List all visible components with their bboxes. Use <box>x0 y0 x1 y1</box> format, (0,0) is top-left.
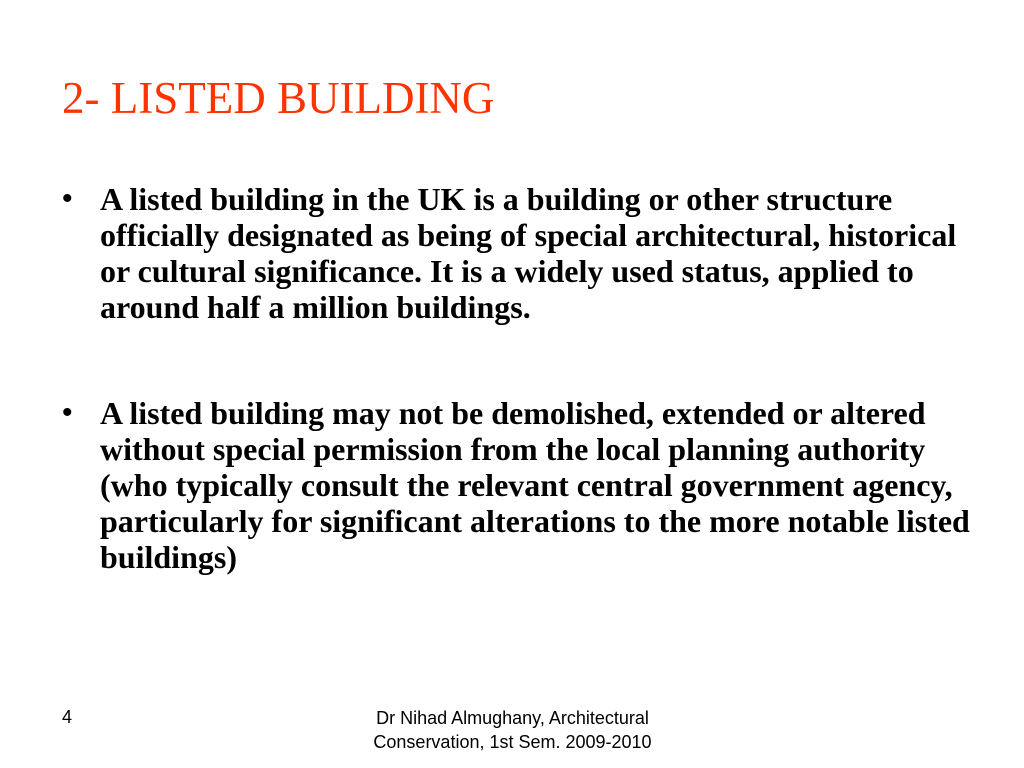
bullet-text: A listed building may not be demolished, extended or altered without special permission from the local planning authority (who typically consult the relevant central government agency, particularly for significant alterations to the more notable listed buildings) <box>100 395 970 575</box>
bullet-list <box>62 181 972 575</box>
slide-title: 2- LISTED BUILDING <box>62 73 495 123</box>
slide-number: 4 <box>62 707 73 727</box>
bullet-text: A listed building in the UK is a building or other structure officially designated as being of special architectural, historical or cultural significance. It is a widely used status, applied to around half a million buildings. <box>100 181 957 325</box>
bullet-item <box>62 181 972 325</box>
bullet-item <box>62 395 972 575</box>
bullet-icon: • <box>62 396 73 429</box>
footer-text: Dr Nihad Almughany, Architectural Conservation, 1st Sem. 2009-2010 <box>373 708 652 752</box>
bullet-icon: • <box>62 182 73 215</box>
